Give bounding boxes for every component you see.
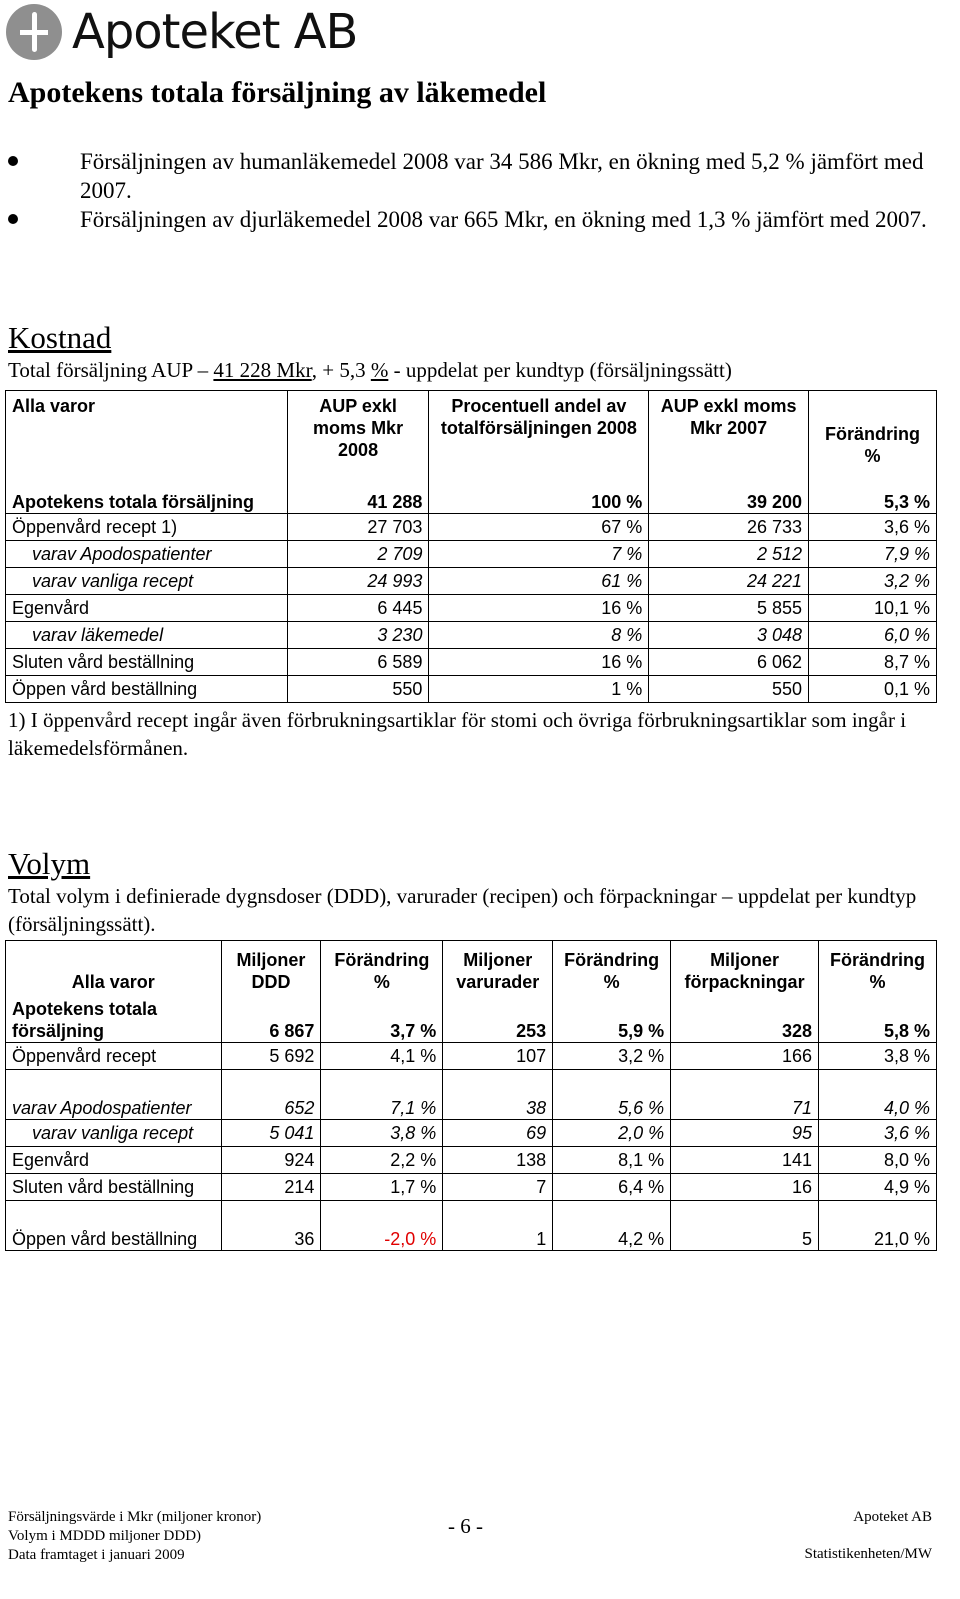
col-header-aup-2007: AUP exkl moms Mkr 2007 (649, 391, 809, 467)
table-row: varav Apodospatienter 2 709 7 % 2 512 7,9 % (6, 541, 937, 568)
table-row: varav vanliga recept 24 993 61 % 24 221 3,2 % (6, 568, 937, 595)
col-header-alla-varor: Alla varor (6, 941, 222, 993)
col-header-varurader: Miljoner varurader (443, 941, 553, 993)
col-header-ddd: Miljoner DDD (221, 941, 321, 993)
table-row: Sluten vård beställning 214 1,7 % 7 6,4 % 16 4,9 % (6, 1174, 937, 1201)
table-row: Öppenvård recept 5 692 4,1 % 107 3,2 % 166 3,8 % (6, 1043, 937, 1070)
table-row: Egenvård 6 445 16 % 5 855 10,1 % (6, 595, 937, 622)
logo-text: Apoteket AB (72, 4, 358, 60)
bullet-icon (8, 156, 18, 166)
table-row: varav Apodospatienter 652 7,1 % 38 5,6 % 71 4,0 % (6, 1070, 937, 1120)
table-row: Apotekens totala försäljning 41 288 100 % 39 200 5,3 % (6, 467, 937, 514)
table-row: varav läkemedel 3 230 8 % 3 048 6,0 % (6, 622, 937, 649)
col-header-forandring-ddd: Förändring % (321, 941, 443, 993)
volym-subtitle: Total volym i definierade dygnsdoser (DDD), varurader (recipen) och förpackningar – uppdelat per kundtyp (försäljningssätt). (8, 884, 917, 936)
negative-change-value: -2,0 % (321, 1201, 443, 1251)
kostnad-subtitle: Total försäljning AUP – 41 228 Mkr, + 5,3 % - uppdelat per kundtyp (försäljningssätt) (8, 358, 732, 382)
col-header-forandring: Förändring % (809, 391, 937, 467)
col-header-aup-2008: AUP exkl moms Mkr 2008 (287, 391, 429, 467)
table-row: Sluten vård beställning 6 589 16 % 6 062 8,7 % (6, 649, 937, 676)
bullet-icon (8, 214, 18, 224)
summary-bullets (0, 147, 960, 234)
table-row: Öppen vård beställning 36 -2,0 % 1 4,2 % 5 21,0 % (6, 1201, 937, 1251)
apoteket-logo (6, 2, 357, 62)
bullet-item: Försäljningen av djurläkemedel 2008 var 665 Mkr, en ökning med 1,3 % jämfört med 2007. (0, 205, 960, 234)
col-header-forpackningar: Miljoner förpackningar (671, 941, 819, 993)
footer-unit: Statistikenheten/MW (804, 1546, 932, 1562)
col-header-forandring-forpackningar: Förändring % (819, 941, 937, 993)
col-header-forandring-varurader: Förändring % (553, 941, 671, 993)
table-row: Öppen vård beställning 550 1 % 550 0,1 % (6, 676, 937, 703)
bullet-item: Försäljningen av humanläkemedel 2008 var 34 586 Mkr, en ökning med 5,2 % jämfört med 2007. (0, 147, 960, 205)
page-number: - 6 - (448, 1514, 483, 1538)
footer-left: Försäljningsvärde i Mkr (miljoner kronor) Volym i MDDD miljoner DDD) Data framtaget i januari 2009 (8, 1509, 262, 1563)
page-title: Apotekens totala försäljning av läkemedel (8, 76, 547, 109)
table-row: Egenvård 924 2,2 % 138 8,1 % 141 8,0 % (6, 1147, 937, 1174)
col-header-andel: Procentuell andel av totalförsäljningen 2008 (429, 391, 649, 467)
kostnad-heading: Kostnad (8, 320, 112, 355)
col-header-alla-varor: Alla varor (6, 391, 288, 467)
footer-org: Apoteket AB (853, 1509, 932, 1525)
volym-heading: Volym (8, 846, 91, 881)
table-row: Apotekens totala försäljning 6 867 3,7 % 253 5,9 % 328 5,8 % (6, 993, 937, 1043)
kostnad-footnote: 1) I öppenvård recept ingår även förbrukningsartiklar för stomi och övriga förbrukningsartiklar som ingår i läkemedelsförmånen. (8, 708, 907, 760)
apoteket-logo-icon (6, 4, 62, 60)
table-row: varav vanliga recept 5 041 3,8 % 69 2,0 % 95 3,6 % (6, 1120, 937, 1147)
volym-table (5, 940, 937, 1251)
table-row: Öppenvård recept 1) 27 703 67 % 26 733 3,6 % (6, 514, 937, 541)
kostnad-table (5, 390, 937, 703)
